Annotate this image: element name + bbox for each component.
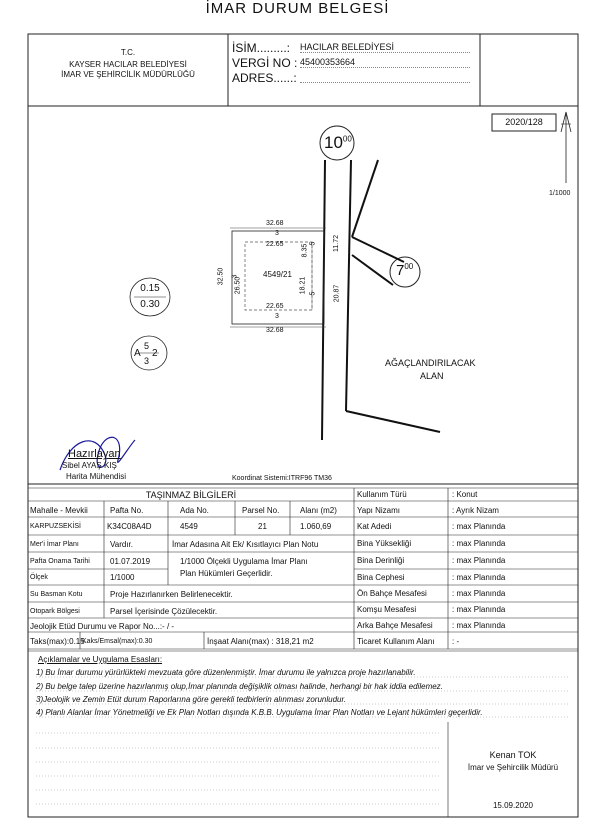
right-value-order: : Ayrık Nizam bbox=[452, 506, 499, 515]
cell-pafta: K34C08A4D bbox=[107, 522, 152, 531]
right-label-order: Yapı Nizamı bbox=[357, 506, 400, 515]
right-label-rear-yard: Arka Bahçe Mesafesi bbox=[357, 621, 433, 630]
right-value-floors: : max Planında bbox=[452, 522, 506, 531]
right-value-commerce: : - bbox=[452, 637, 460, 646]
cell-mahalle: KARPUZSEKİSİ bbox=[30, 523, 81, 530]
detail-extra-scale: Plan Hükümleri Geçerlidir. bbox=[180, 569, 273, 578]
dim-bottom-outer: 32.68 bbox=[266, 327, 284, 334]
zone-top: 5 bbox=[144, 341, 150, 351]
detail-label-parking: Otopark Bölgesi bbox=[30, 608, 80, 615]
taks-value: Taks(max):0.15 bbox=[30, 637, 85, 646]
prepared-name: Sibel AYAŞ KIŞ bbox=[62, 461, 117, 470]
right-label-neighbor: Komşu Mesafesi bbox=[357, 605, 417, 614]
col-parsel: Parsel No. bbox=[242, 506, 280, 515]
property-section-title: TAŞINMAZ BİLGİLERİ bbox=[145, 490, 237, 500]
name-label: İSİM.........: bbox=[232, 41, 291, 55]
right-label-usage: Kullanım Türü bbox=[357, 490, 407, 499]
col-alan: Alanı (m2) bbox=[300, 506, 337, 515]
signature-date: 15.09.2020 bbox=[492, 801, 534, 810]
dim-top-outer: 32.68 bbox=[266, 220, 284, 227]
signatory-name: Kenan TOK bbox=[489, 750, 537, 760]
document-title: İMAR DURUM BELGESİ bbox=[205, 0, 390, 17]
construction-area: İnşaat Alanı(max) : 318,21 m2 bbox=[207, 637, 314, 646]
tax-label: VERGİ NO : bbox=[232, 56, 298, 70]
area-label-2: ALAN bbox=[420, 371, 444, 381]
road-east-width: $7^{00}$ bbox=[396, 262, 414, 279]
dim-right-a: 8.35 bbox=[301, 243, 309, 258]
right-value-usage: : Konut bbox=[452, 490, 478, 499]
right-label-front: Bina Cephesi bbox=[357, 573, 405, 582]
parcel-id: 4549/21 bbox=[263, 270, 292, 279]
note-item: 4) Planlı Alanlar İmar Yönetmeliği ve Ek Plan Notları dışında K.B.B. Uygulama İmar Plan Notları ve Lejant hükümleri geçerlidir. bbox=[36, 708, 483, 717]
org-line-2: KAYSER HACILAR BELEDİYESİ bbox=[69, 60, 187, 69]
cell-ada: 4549 bbox=[180, 522, 198, 531]
right-value-neighbor: : max Planında bbox=[452, 605, 506, 614]
road-north-width: $10^{00}$ bbox=[324, 133, 352, 152]
address-label: ADRES......: bbox=[232, 71, 297, 85]
detail-label-scale: Ölçek bbox=[30, 574, 48, 581]
plan-ref: 2020/128 bbox=[505, 117, 543, 127]
right-value-front: : max Planında bbox=[452, 573, 506, 582]
detail-value-basement: Proje Hazırlanırken Belirlenecektir. bbox=[110, 590, 233, 599]
dim-road-a: 11.72 bbox=[333, 235, 340, 252]
note-item: 2) Bu belge talep üzerine hazırlanmış olup,İmar planında değişiklik olması halinde, herhangi bir hak iddia edilemez. bbox=[36, 682, 443, 691]
dim-top-inner: 22.65 bbox=[266, 241, 284, 248]
detail-value-scale: 1/1000 bbox=[110, 573, 135, 582]
coord-system: Koordinat Sistemi:ITRF96 TM36 bbox=[232, 475, 332, 482]
col-mahalle: Mahalle - Mevkii bbox=[30, 506, 88, 515]
cell-alan: 1.060,69 bbox=[300, 522, 332, 531]
right-value-front-yard: : max Planında bbox=[452, 589, 506, 598]
right-value-height: : max Planında bbox=[452, 539, 506, 548]
prepared-title: Harita Mühendisi bbox=[66, 472, 127, 481]
zone-letter: A bbox=[134, 348, 141, 359]
col-ada: Ada No. bbox=[180, 506, 209, 515]
dim-right-b: 5 bbox=[309, 241, 317, 246]
plan-scale: 1/1000 bbox=[549, 190, 571, 197]
signatory-title: İmar ve Şehircilik Müdürü bbox=[467, 763, 559, 772]
detail-value-plan: Vardır. bbox=[110, 540, 133, 549]
dim-bottom-inner: 22.65 bbox=[266, 303, 284, 310]
notes-heading: Açıklamalar ve Uygulama Esasları: bbox=[38, 655, 163, 664]
detail-extra-approval: 1/1000 Ölçekli Uygulama İmar Planı bbox=[180, 557, 308, 566]
dim-right-c: 18.21 bbox=[299, 276, 307, 295]
dim-left-inner: 26.50 bbox=[234, 276, 242, 295]
detail-label-approval: Pafta Onama Tarihi bbox=[30, 558, 90, 565]
detail-value-approval: 01.07.2019 bbox=[110, 557, 151, 566]
name-value: HACILAR BELEDİYESİ bbox=[300, 42, 470, 53]
area-label-1: AĞAÇLANDIRILACAK bbox=[385, 358, 476, 368]
note-item: 3)Jeolojik ve Zemin Etüt durum Raporlarına göre gerekli tedbirlerin alınması zorunludur. bbox=[36, 695, 347, 704]
right-label-commerce: Ticaret Kullanım Alanı bbox=[357, 637, 435, 646]
address-value bbox=[300, 72, 470, 83]
density-taks: 0.15 bbox=[140, 283, 160, 294]
geology-row: Jeolojik Etüd Durumu ve Rapor No...:- / - bbox=[30, 622, 175, 631]
right-label-height: Bina Yüksekliği bbox=[357, 539, 412, 548]
dim-bottom-setback: 3 bbox=[275, 313, 279, 320]
tax-value: 45400353664 bbox=[300, 57, 470, 68]
right-label-front-yard: Ön Bahçe Mesafesi bbox=[357, 589, 427, 598]
right-value-rear-yard: : max Planında bbox=[452, 621, 506, 630]
note-item: 1) Bu İmar durumu yürürlükteki mevzuata göre düzenlenmiştir. İmar durumu ile yalnızca proje hazırlanabilir. bbox=[36, 668, 416, 677]
dim-left-outer: 32.50 bbox=[217, 267, 225, 286]
detail-value-parking: Parsel İçerisinde Çözülecektir. bbox=[110, 607, 218, 616]
zone-bottom: 3 bbox=[144, 356, 150, 366]
zone-right: 2 bbox=[152, 348, 158, 359]
prepared-label: Hazırlayan bbox=[68, 448, 121, 460]
cell-parsel: 21 bbox=[258, 522, 267, 531]
org-line-3: İMAR VE ŞEHİRCİLİK MÜDÜRLÜĞÜ bbox=[61, 70, 195, 79]
detail-extra-plan: İmar Adasına Ait Ek/ Kısıtlayıcı Plan Notu bbox=[172, 540, 319, 549]
dim-road-b: 20.87 bbox=[333, 284, 341, 303]
right-label-depth: Bina Derinliği bbox=[357, 556, 405, 565]
dim-left-setback: 3 bbox=[231, 274, 239, 279]
detail-label-plan: Mer'i İmar Planı bbox=[30, 541, 79, 548]
org-line-1: T.C. bbox=[120, 48, 136, 57]
kaks-value: Kaks/Emsal(max):0.30 bbox=[82, 638, 153, 645]
detail-label-basement: Su Basman Kotu bbox=[30, 591, 83, 598]
density-kaks: 0.30 bbox=[140, 299, 160, 310]
col-pafta: Pafta No. bbox=[110, 506, 144, 515]
dim-right-d: 5 bbox=[309, 291, 317, 296]
right-value-depth: : max Planında bbox=[452, 556, 506, 565]
right-label-floors: Kat Adedi bbox=[357, 522, 392, 531]
dim-top-setback: 3 bbox=[275, 230, 279, 237]
